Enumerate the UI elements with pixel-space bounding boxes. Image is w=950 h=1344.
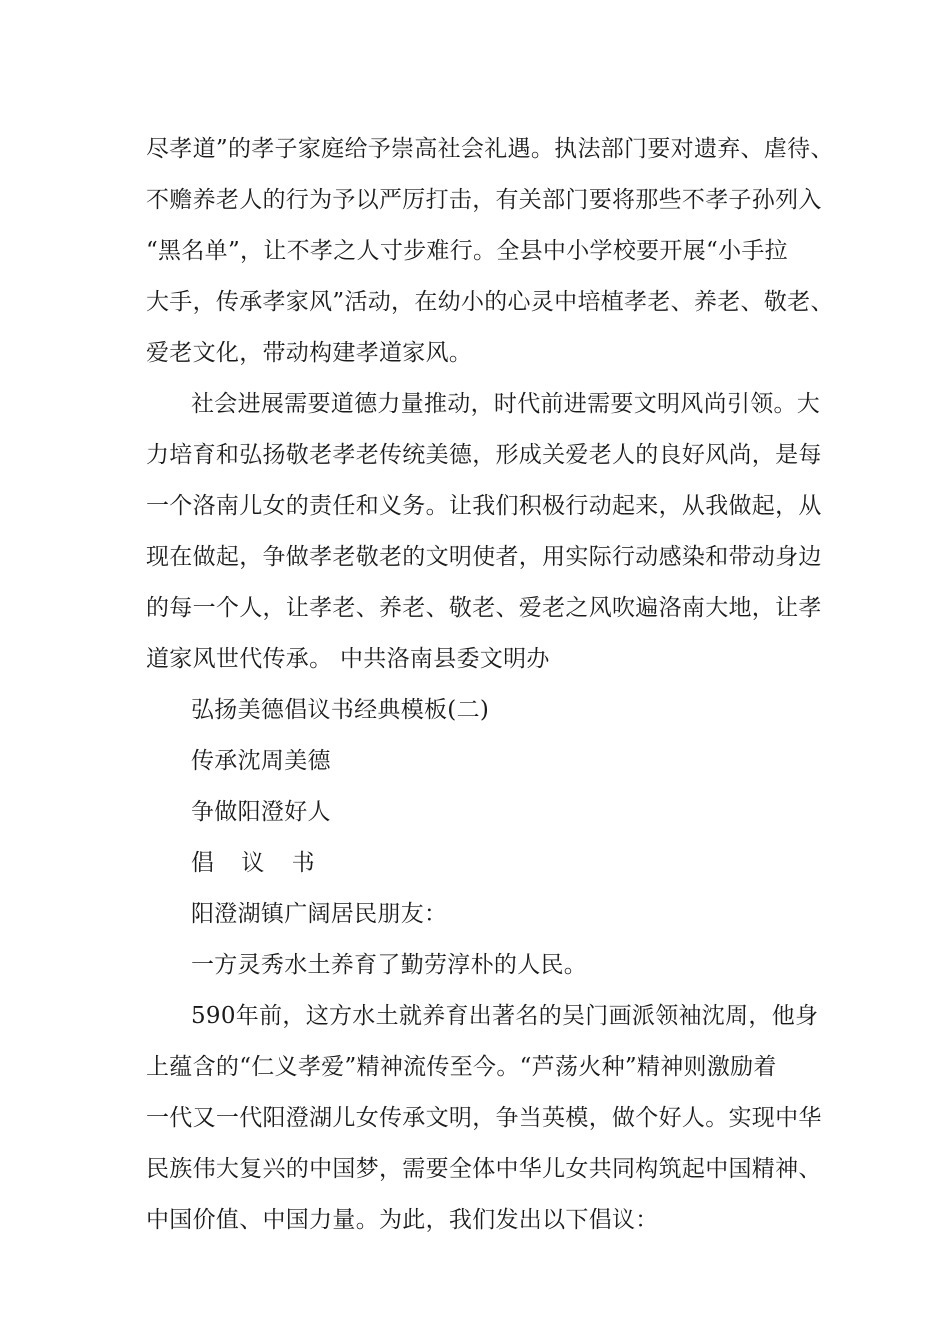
paragraph-line: 590年前，这方水土就养育出著名的吴门画派领袖沈周，他身 xyxy=(191,1003,819,1029)
paragraph-line: 不赡养老人的行为予以严厉打击，有关部门要将那些不孝子孙列入 xyxy=(146,187,822,213)
paragraph-line: 一代又一代阳澄湖儿女传承文明，争当英模，做个好人。实现中华 xyxy=(146,1105,822,1131)
subtitle-line: 传承沈周美德 xyxy=(191,748,331,774)
subtitle-line: 争做阳澄好人 xyxy=(191,799,331,825)
paragraph-line: 一个洛南儿女的责任和义务。让我们积极行动起来，从我做起，从 xyxy=(146,493,822,519)
paragraph-line: 爱老文化，带动构建孝道家风。 xyxy=(146,340,473,366)
paragraph-line: 中国价值、中国力量。为此，我们发出以下倡议： xyxy=(146,1207,659,1233)
paragraph-line: “黑名单”，让不孝之人寸步难行。全县中小学校要开展“小手拉 xyxy=(146,238,788,264)
paragraph-line: 社会进展需要道德力量推动，时代前进需要文明风尚引领。大 xyxy=(191,391,821,417)
proposal-heading: 倡 议 书 xyxy=(191,850,325,876)
paragraph-line: 道家风世代传承。 中共洛南县委文明办 xyxy=(146,646,550,672)
paragraph-line: 上蕴含的“仁义孝爱”精神流传至今。“芦荡火种”精神则激励着 xyxy=(146,1054,777,1080)
paragraph-line: 尽孝道”的孝子家庭给予崇高社会礼遇。执法部门要对遗弃、虐待、 xyxy=(146,136,834,162)
paragraph-line: 力培育和弘扬敬老孝老传统美德，形成关爱老人的良好风尚，是每 xyxy=(146,442,822,468)
section-title: 弘扬美德倡议书经典模板(二) xyxy=(191,697,490,723)
paragraph-line: 一方灵秀水土养育了勤劳淳朴的人民。 xyxy=(191,952,588,978)
paragraph-line: 民族伟大复兴的中国梦，需要全体中华儿女共同构筑起中国精神、 xyxy=(146,1156,822,1182)
paragraph-line: 大手，传承孝家风”活动，在幼小的心灵中培植孝老、养老、敬老、 xyxy=(146,289,834,315)
paragraph-line: 的每一个人，让孝老、养老、敬老、爱老之风吹遍洛南大地，让孝 xyxy=(146,595,822,621)
document-body xyxy=(146,124,834,1246)
salutation-line: 阳澄湖镇广阔居民朋友： xyxy=(191,901,448,927)
paragraph-line: 现在做起，争做孝老敬老的文明使者，用实际行动感染和带动身边 xyxy=(146,544,822,570)
